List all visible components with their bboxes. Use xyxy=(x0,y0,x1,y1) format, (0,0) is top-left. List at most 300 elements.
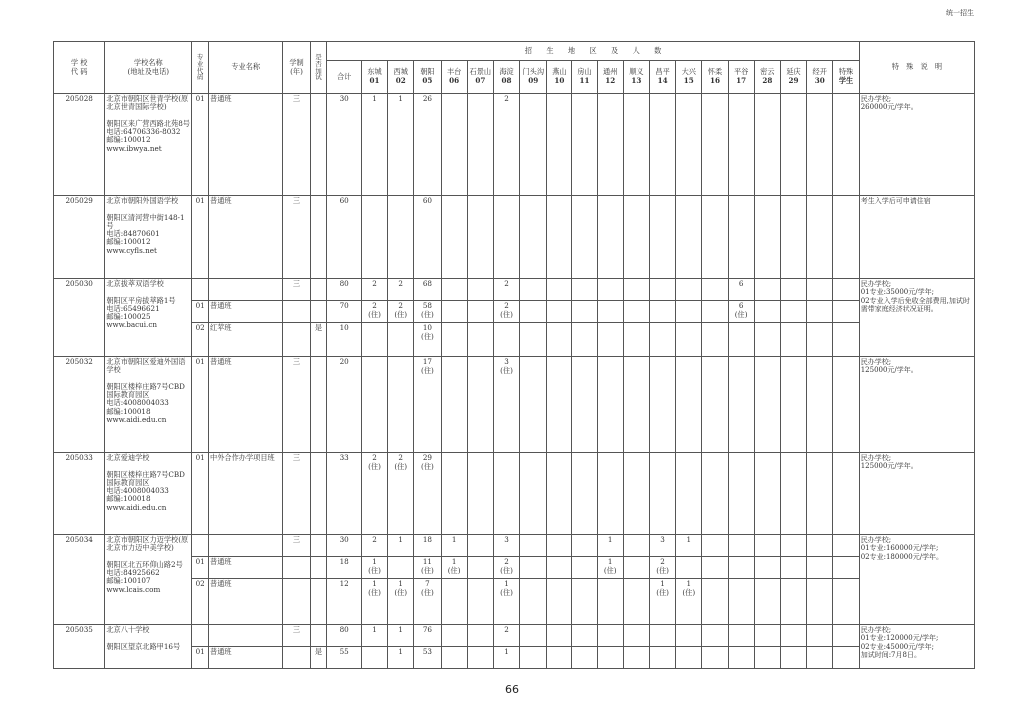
district-count xyxy=(467,357,493,453)
special-note: 民办学校; 01专业:35000元/学年; 02专业入学后免收全部费用,加试时需带家庭经济状况证明。 xyxy=(859,279,974,357)
school-code: 205029 xyxy=(54,196,105,279)
school-code: 205033 xyxy=(54,453,105,535)
header-district xyxy=(467,61,493,94)
district-count xyxy=(676,625,702,647)
header-major-name: 专业名称 xyxy=(209,42,283,94)
district-code: 10 xyxy=(554,76,565,85)
district-count xyxy=(597,647,623,669)
district-count: 29 (住) xyxy=(414,453,441,535)
district-count xyxy=(780,579,806,625)
district-count xyxy=(728,357,754,453)
district-code: 29 xyxy=(788,76,799,85)
district-count xyxy=(754,357,780,453)
district-count xyxy=(441,453,467,535)
district-count xyxy=(467,301,493,323)
table-row xyxy=(54,647,975,669)
district-count: 1 xyxy=(493,647,519,669)
district-count xyxy=(780,453,806,535)
school-code: 205034 xyxy=(54,535,105,625)
major-code: 02 xyxy=(192,579,209,625)
test-flag: 是 xyxy=(310,323,327,357)
district-count xyxy=(623,647,649,669)
district-count xyxy=(676,94,702,196)
district-count: 1 (住) xyxy=(361,579,387,625)
table-row xyxy=(54,196,975,279)
district-count: 2 xyxy=(493,625,519,647)
district-count xyxy=(597,196,623,279)
district-name: 密云 xyxy=(760,67,775,77)
district-count xyxy=(728,453,754,535)
years: 三 xyxy=(283,625,310,647)
district-count xyxy=(467,323,493,357)
district-code: 01 xyxy=(369,76,380,85)
district-count xyxy=(623,279,649,301)
district-count: 2 xyxy=(493,94,519,196)
district-count xyxy=(572,94,597,196)
district-count xyxy=(833,535,859,557)
district-count xyxy=(467,557,493,579)
district-count xyxy=(623,625,649,647)
special-note: 民办学校; 125000元/学年。 xyxy=(859,357,974,453)
district-count xyxy=(547,535,572,557)
district-count xyxy=(520,196,547,279)
total: 33 xyxy=(327,453,362,535)
district-count xyxy=(807,557,833,579)
total: 80 xyxy=(327,279,362,301)
district-count xyxy=(572,323,597,357)
district-count xyxy=(780,323,806,357)
table-row xyxy=(54,301,975,323)
district-count xyxy=(520,579,547,625)
district-count xyxy=(623,357,649,453)
district-code: 05 xyxy=(422,76,433,85)
district-count xyxy=(833,323,859,357)
district-count: 2 (住) xyxy=(361,301,387,323)
district-count xyxy=(676,357,702,453)
district-count xyxy=(728,647,754,669)
major-code: 01 xyxy=(192,647,209,669)
district-code: 09 xyxy=(528,76,539,85)
district-count xyxy=(807,94,833,196)
district-name: 延庆 xyxy=(786,67,801,77)
district-count xyxy=(702,453,728,535)
district-count xyxy=(650,196,676,279)
years xyxy=(283,323,310,357)
district-count xyxy=(754,625,780,647)
district-count xyxy=(441,625,467,647)
district-name: 东城 xyxy=(367,67,382,77)
years: 三 xyxy=(283,453,310,535)
district-count: 58 (住) xyxy=(414,301,441,323)
district-count xyxy=(728,557,754,579)
district-count xyxy=(361,647,387,669)
district-count xyxy=(467,625,493,647)
district-count: 1 xyxy=(388,535,414,557)
district-count xyxy=(547,301,572,323)
major-name: 普通班 xyxy=(209,301,283,323)
major-code: 02 xyxy=(192,323,209,357)
district-count: 76 xyxy=(414,625,441,647)
total: 30 xyxy=(327,94,362,196)
district-count xyxy=(676,301,702,323)
district-count: 68 xyxy=(414,279,441,301)
major-name: 普通班 xyxy=(209,579,283,625)
district-count xyxy=(754,94,780,196)
district-count xyxy=(520,323,547,357)
district-count xyxy=(780,196,806,279)
header-district xyxy=(414,61,441,94)
total: 20 xyxy=(327,357,362,453)
table-row xyxy=(54,579,975,625)
district-count xyxy=(650,453,676,535)
district-count xyxy=(833,453,859,535)
district-count: 1 xyxy=(441,535,467,557)
table-row xyxy=(54,94,975,196)
header-district xyxy=(623,61,649,94)
district-count xyxy=(520,301,547,323)
district-name: 西城 xyxy=(393,67,408,77)
district-name: 朝阳 xyxy=(420,67,435,77)
district-count xyxy=(597,94,623,196)
district-count: 1 xyxy=(388,625,414,647)
total: 30 xyxy=(327,535,362,557)
district-count xyxy=(441,357,467,453)
district-code: 12 xyxy=(605,76,616,85)
district-count xyxy=(676,279,702,301)
district-count xyxy=(572,625,597,647)
total: 70 xyxy=(327,301,362,323)
district-count xyxy=(597,453,623,535)
district-count: 1 (住) xyxy=(650,579,676,625)
district-count xyxy=(520,279,547,301)
district-count xyxy=(467,579,493,625)
district-count xyxy=(833,301,859,323)
district-count: 11 (住) xyxy=(414,557,441,579)
table-row xyxy=(54,453,975,535)
district-count xyxy=(520,647,547,669)
district-count xyxy=(623,453,649,535)
district-count: 2 (住) xyxy=(650,557,676,579)
major-name: 普通班 xyxy=(209,557,283,579)
test-flag xyxy=(310,579,327,625)
special-note: 考生入学后可申请住宿 xyxy=(859,196,974,279)
district-count xyxy=(754,279,780,301)
header-test: 是 否 加 试 xyxy=(310,42,327,94)
district-count xyxy=(807,625,833,647)
district-count xyxy=(702,196,728,279)
district-count xyxy=(623,301,649,323)
district-count xyxy=(676,323,702,357)
page-number: 66 xyxy=(505,683,519,696)
district-code: 28 xyxy=(762,76,773,85)
years xyxy=(283,301,310,323)
district-count xyxy=(754,647,780,669)
district-count: 1 xyxy=(597,535,623,557)
major-code: 01 xyxy=(192,453,209,535)
district-count xyxy=(361,357,387,453)
district-count xyxy=(493,453,519,535)
test-flag xyxy=(310,557,327,579)
years: 三 xyxy=(283,535,310,557)
district-count: 10 (住) xyxy=(414,323,441,357)
district-count xyxy=(467,647,493,669)
district-count xyxy=(547,357,572,453)
major-code xyxy=(192,279,209,301)
test-flag xyxy=(310,357,327,453)
district-count: 53 xyxy=(414,647,441,669)
district-count: 7 (住) xyxy=(414,579,441,625)
district-code: 06 xyxy=(449,76,460,85)
special-note: 民办学校; 260000元/学年。 xyxy=(859,94,974,196)
major-code: 01 xyxy=(192,196,209,279)
table-row xyxy=(54,625,975,647)
district-count xyxy=(650,301,676,323)
district-name: 特殊 xyxy=(838,67,854,77)
district-count xyxy=(520,453,547,535)
district-count xyxy=(650,647,676,669)
total: 10 xyxy=(327,323,362,357)
district-count xyxy=(702,301,728,323)
major-name: 普通班 xyxy=(209,647,283,669)
header-district xyxy=(754,61,780,94)
district-count: 1 (住) xyxy=(493,579,519,625)
district-count: 6 xyxy=(728,279,754,301)
district-count xyxy=(807,323,833,357)
district-count xyxy=(623,94,649,196)
district-count: 2 (住) xyxy=(388,453,414,535)
district-name: 丰台 xyxy=(446,67,462,77)
header-years: 学制 (年) xyxy=(283,42,310,94)
district-count: 1 xyxy=(361,94,387,196)
major-name xyxy=(209,279,283,301)
district-count xyxy=(467,94,493,196)
district-code: 11 xyxy=(579,76,590,85)
district-name: 经开 xyxy=(812,67,827,77)
district-count: 2 xyxy=(361,279,387,301)
district-count xyxy=(520,625,547,647)
district-count xyxy=(547,323,572,357)
district-count xyxy=(728,196,754,279)
special-note: 民办学校; 125000元/学年。 xyxy=(859,453,974,535)
district-count xyxy=(754,557,780,579)
district-code: 07 xyxy=(475,76,486,85)
years xyxy=(283,557,310,579)
district-count xyxy=(676,453,702,535)
major-name: 中外合作办学项目班 xyxy=(209,453,283,535)
district-count xyxy=(702,94,728,196)
district-count xyxy=(623,323,649,357)
header-school: 学校名称 (地址及电话) xyxy=(105,42,192,94)
district-count xyxy=(833,279,859,301)
school-name-address: 北京市朝阳外国语学校 朝阳区清河营中街148-1号 电话:84870601 邮编:100012 www.cyfls.net xyxy=(105,196,192,279)
district-count xyxy=(388,323,414,357)
district-count: 1 (住) xyxy=(676,579,702,625)
district-count xyxy=(572,453,597,535)
district-count xyxy=(780,557,806,579)
district-count xyxy=(702,357,728,453)
district-count: 1 xyxy=(361,625,387,647)
major-code: 01 xyxy=(192,94,209,196)
district-count xyxy=(547,279,572,301)
district-count xyxy=(676,557,702,579)
district-count: 18 xyxy=(414,535,441,557)
district-count xyxy=(833,196,859,279)
table-row xyxy=(54,357,975,453)
major-code xyxy=(192,625,209,647)
district-count xyxy=(728,323,754,357)
district-count xyxy=(780,301,806,323)
district-count xyxy=(572,357,597,453)
total: 55 xyxy=(327,647,362,669)
district-count xyxy=(547,557,572,579)
years: 三 xyxy=(283,357,310,453)
district-count: 2 (住) xyxy=(361,453,387,535)
district-count xyxy=(441,323,467,357)
school-code: 205035 xyxy=(54,625,105,669)
total: 18 xyxy=(327,557,362,579)
test-flag xyxy=(310,94,327,196)
district-count xyxy=(780,647,806,669)
district-count xyxy=(807,357,833,453)
district-count xyxy=(572,301,597,323)
district-count xyxy=(441,94,467,196)
district-count xyxy=(833,579,859,625)
header-district xyxy=(676,61,702,94)
district-count: 2 xyxy=(388,279,414,301)
district-count xyxy=(388,196,414,279)
district-count xyxy=(807,535,833,557)
district-count xyxy=(754,453,780,535)
test-flag xyxy=(310,625,327,647)
district-count: 60 xyxy=(414,196,441,279)
district-code: 30 xyxy=(814,76,825,85)
school-code: 205030 xyxy=(54,279,105,357)
district-count xyxy=(623,579,649,625)
district-count xyxy=(388,557,414,579)
enrollment-table xyxy=(53,41,975,669)
special-note: 民办学校; 01专业:160000元/学年; 02专业:180000元/学年。 xyxy=(859,535,974,625)
district-count xyxy=(728,579,754,625)
total: 12 xyxy=(327,579,362,625)
school-name-address: 北京爱迪学校 朝阳区楼梓庄路7号CBD国际教育园区 电话:4008004033 邮编:100018 www.aidi.edu.cn xyxy=(105,453,192,535)
header-district xyxy=(780,61,806,94)
table-row xyxy=(54,557,975,579)
table-row xyxy=(54,279,975,301)
district-code: 08 xyxy=(501,76,512,85)
district-count xyxy=(754,196,780,279)
major-name xyxy=(209,535,283,557)
district-count xyxy=(807,453,833,535)
district-name: 通州 xyxy=(603,67,618,77)
school-name-address: 北京八十学校 朝阳区望京北路甲16号 xyxy=(105,625,192,669)
test-flag xyxy=(310,535,327,557)
district-count xyxy=(467,279,493,301)
years xyxy=(283,579,310,625)
district-count xyxy=(572,535,597,557)
district-count: 2 xyxy=(361,535,387,557)
district-count xyxy=(754,301,780,323)
district-count xyxy=(754,535,780,557)
district-count xyxy=(493,323,519,357)
district-count: 17 (住) xyxy=(414,357,441,453)
district-count: 2 (住) xyxy=(493,557,519,579)
district-name: 门头沟 xyxy=(522,67,545,77)
district-count xyxy=(361,323,387,357)
district-count xyxy=(702,279,728,301)
district-count: 1 xyxy=(676,535,702,557)
years: 三 xyxy=(283,196,310,279)
district-count: 1 xyxy=(388,647,414,669)
district-count xyxy=(597,301,623,323)
district-name: 石景山 xyxy=(469,67,492,77)
district-name: 平谷 xyxy=(733,67,749,77)
district-name: 房山 xyxy=(577,67,592,77)
header-district xyxy=(650,61,676,94)
major-name xyxy=(209,625,283,647)
header-district xyxy=(807,61,833,94)
district-count: 1 (住) xyxy=(597,557,623,579)
district-count xyxy=(597,357,623,453)
school-name-address: 北京市朝阳区力迈学校(原北京市力迈中美学校) 朝阳区北五环仰山路2号 电话:84925662 邮编:100107 www.lcais.com xyxy=(105,535,192,625)
major-name: 普通班 xyxy=(209,94,283,196)
district-count xyxy=(702,323,728,357)
district-count xyxy=(493,196,519,279)
district-count xyxy=(754,323,780,357)
district-count: 2 xyxy=(493,279,519,301)
district-count xyxy=(780,279,806,301)
district-count xyxy=(623,557,649,579)
major-name: 红苹班 xyxy=(209,323,283,357)
district-count xyxy=(780,625,806,647)
district-count xyxy=(520,357,547,453)
district-count xyxy=(833,625,859,647)
district-count xyxy=(388,357,414,453)
school-code: 205032 xyxy=(54,357,105,453)
district-count: 1 (住) xyxy=(441,557,467,579)
school-code: 205028 xyxy=(54,94,105,196)
test-flag xyxy=(310,279,327,301)
district-count xyxy=(702,579,728,625)
district-count xyxy=(807,196,833,279)
district-count xyxy=(623,196,649,279)
special-note: 民办学校; 01专业:120000元/学年; 02专业:45000元/学年; 加试时间:7月8日。 xyxy=(859,625,974,669)
district-count xyxy=(361,196,387,279)
test-flag: 是 xyxy=(310,647,327,669)
district-count xyxy=(650,323,676,357)
district-count xyxy=(597,579,623,625)
school-name-address: 北京市朝阳区爱迪外国语学校 朝阳区楼梓庄路7号CBD国际教育园区 电话:4008004033 邮编:100018 www.aidi.edu.cn xyxy=(105,357,192,453)
district-count xyxy=(702,557,728,579)
header-special: 特 殊 说 明 xyxy=(859,42,974,94)
district-count xyxy=(650,279,676,301)
district-count xyxy=(807,301,833,323)
test-flag xyxy=(310,453,327,535)
district-count xyxy=(520,94,547,196)
header-district xyxy=(597,61,623,94)
table-row xyxy=(54,535,975,557)
district-count xyxy=(441,279,467,301)
district-count: 26 xyxy=(414,94,441,196)
header-code: 学 校 代 码 xyxy=(54,42,105,94)
district-count xyxy=(520,557,547,579)
district-count xyxy=(650,94,676,196)
district-count xyxy=(676,196,702,279)
district-name: 海淀 xyxy=(499,67,514,77)
district-count xyxy=(833,94,859,196)
district-count xyxy=(833,557,859,579)
major-code: 01 xyxy=(192,557,209,579)
years: 三 xyxy=(283,94,310,196)
